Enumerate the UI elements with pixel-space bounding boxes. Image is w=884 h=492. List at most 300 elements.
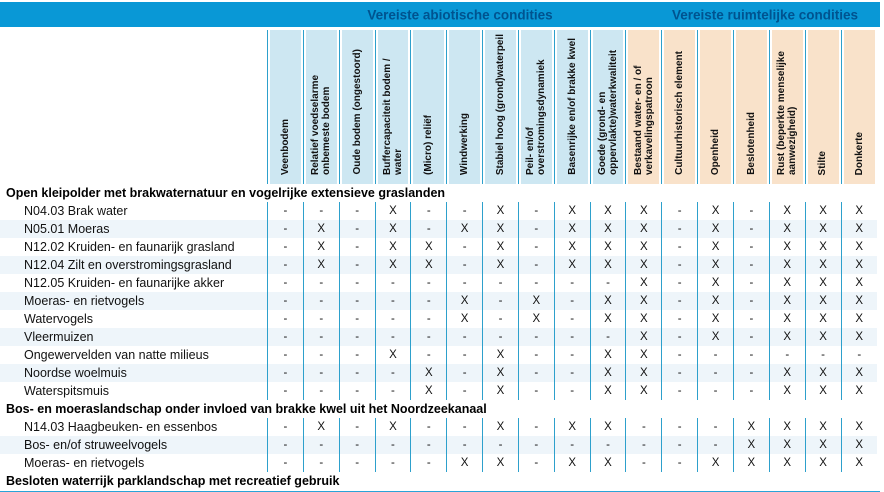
column-header-label: Rust (beperkte menselijke aanwezigheid) <box>776 51 799 175</box>
matrix-cell: - <box>662 292 698 310</box>
matrix-body <box>0 184 877 490</box>
row-label: Watervogels <box>24 312 94 326</box>
matrix-cell: - <box>662 256 698 274</box>
column-header-label: Peil- en/of overstromingsdynamiek <box>525 59 548 175</box>
column-header-15 <box>769 30 805 184</box>
column-header-10 <box>590 30 626 184</box>
matrix-cell: - <box>698 364 734 382</box>
matrix-cell: X <box>626 310 662 328</box>
matrix-cell: X <box>375 418 411 436</box>
matrix-cell: - <box>268 382 304 400</box>
matrix-cell: X <box>518 292 554 310</box>
matrix-cell: - <box>447 382 483 400</box>
matrix-cell: - <box>303 328 339 346</box>
matrix-cell: - <box>339 310 375 328</box>
matrix-cell: X <box>590 220 626 238</box>
matrix-cell: - <box>339 418 375 436</box>
table-row <box>0 382 877 400</box>
matrix-cell: X <box>841 364 877 382</box>
matrix-cell: - <box>662 418 698 436</box>
matrix-cell: - <box>447 328 483 346</box>
matrix-cell: - <box>662 382 698 400</box>
matrix-cell: - <box>662 328 698 346</box>
matrix-cell: - <box>518 436 554 454</box>
matrix-cell: X <box>626 256 662 274</box>
matrix-cell: X <box>698 202 734 220</box>
matrix-header <box>0 30 877 184</box>
matrix-cell: - <box>554 274 590 292</box>
matrix-cell: - <box>518 364 554 382</box>
matrix-cell: X <box>626 346 662 364</box>
matrix-cell: - <box>268 220 304 238</box>
matrix-cell: - <box>554 436 590 454</box>
matrix-cell: - <box>303 382 339 400</box>
matrix-cell: - <box>769 346 805 364</box>
header-band <box>0 2 880 27</box>
spatial-conditions-band-label: Vereiste ruimtelijke condities <box>671 7 859 22</box>
matrix-cell: - <box>303 310 339 328</box>
matrix-cell: - <box>698 436 734 454</box>
matrix-cell: X <box>483 382 519 400</box>
matrix-cell: - <box>339 202 375 220</box>
matrix-cell: - <box>733 328 769 346</box>
matrix-cell: - <box>483 292 519 310</box>
matrix-cell: - <box>518 454 554 472</box>
matrix-cell: - <box>303 454 339 472</box>
row-label: Bos- en/of struweelvogels <box>0 436 268 454</box>
matrix-cell: - <box>805 346 841 364</box>
matrix-cell: X <box>375 256 411 274</box>
matrix-cell: - <box>733 310 769 328</box>
matrix-cell: X <box>805 274 841 292</box>
column-header-16 <box>805 30 841 184</box>
matrix-cell: - <box>447 418 483 436</box>
matrix-cell: - <box>662 220 698 238</box>
matrix-cell: X <box>411 256 447 274</box>
matrix-cell: X <box>303 238 339 256</box>
column-header-label: Cultuurhistorisch element <box>674 51 686 175</box>
matrix-cell: - <box>447 346 483 364</box>
matrix-cell: - <box>411 454 447 472</box>
row-label: N12.02 Kruiden- en faunarijk grasland <box>24 240 235 254</box>
matrix-cell: - <box>375 436 411 454</box>
matrix-cell: X <box>483 202 519 220</box>
matrix-cell: - <box>733 220 769 238</box>
section-title: Besloten waterrijk parklandschap met recreatief gebruik <box>0 472 877 490</box>
matrix-cell: - <box>375 292 411 310</box>
column-header-label: Windwerking <box>459 112 471 175</box>
matrix-cell: X <box>590 238 626 256</box>
matrix-cell: - <box>483 274 519 292</box>
matrix-cell: - <box>375 274 411 292</box>
matrix-cell: - <box>662 454 698 472</box>
matrix-cell: X <box>483 220 519 238</box>
matrix-cell: X <box>769 220 805 238</box>
column-header-label: Goede (grond- en oppervlakte)waterkwaliteit <box>596 49 620 175</box>
row-label: N12.05 Kruiden- en faunarijke akker <box>24 276 225 290</box>
matrix-cell: X <box>841 256 877 274</box>
matrix-cell: - <box>268 328 304 346</box>
table-row <box>0 454 877 472</box>
matrix-cell: X <box>590 454 626 472</box>
section-header-row <box>0 472 877 490</box>
matrix-cell: X <box>841 436 877 454</box>
matrix-cell: X <box>375 238 411 256</box>
column-header-label: Stilte <box>817 150 829 175</box>
column-header-label: Openheid <box>709 128 721 175</box>
column-header-4 <box>375 30 411 184</box>
matrix-cell: - <box>698 418 734 436</box>
matrix-cell: - <box>339 364 375 382</box>
matrix-cell: - <box>733 292 769 310</box>
matrix-cell: X <box>483 364 519 382</box>
matrix-cell: X <box>590 310 626 328</box>
matrix-cell: - <box>303 364 339 382</box>
matrix-cell: X <box>590 256 626 274</box>
matrix-cell: - <box>554 382 590 400</box>
matrix-cell: X <box>303 256 339 274</box>
column-header-label: Veenbodem <box>279 118 291 175</box>
row-label: Moeras- en rietvogels <box>0 292 268 310</box>
matrix-cell: - <box>662 238 698 256</box>
matrix-cell: X <box>626 202 662 220</box>
matrix-cell: X <box>805 436 841 454</box>
matrix-cell: - <box>268 310 304 328</box>
column-header-label: Stabiel hoog (grond)waterpeil <box>494 33 506 175</box>
matrix-cell: X <box>447 454 483 472</box>
matrix-cell: - <box>268 454 304 472</box>
matrix-cell: X <box>303 220 339 238</box>
row-label: Waterspitsmuis <box>24 384 109 398</box>
matrix-cell: - <box>518 202 554 220</box>
matrix-cell: X <box>590 382 626 400</box>
matrix-cell: - <box>268 346 304 364</box>
matrix-cell: - <box>303 292 339 310</box>
matrix-cell: X <box>483 238 519 256</box>
matrix-cell: X <box>805 418 841 436</box>
matrix-cell: - <box>303 274 339 292</box>
matrix-cell: - <box>411 274 447 292</box>
row-label: Ongewervelden van natte milieus <box>24 348 209 362</box>
section-title: Bos- en moeraslandschap onder invloed van brakke kwel uit het Noordzeekanaal <box>0 400 877 418</box>
matrix-cell: X <box>733 418 769 436</box>
matrix-cell: - <box>733 382 769 400</box>
matrix-cell: - <box>268 202 304 220</box>
table-row <box>0 364 877 382</box>
matrix-cell: - <box>518 256 554 274</box>
column-header-label: Basenrijke en/of brakke kwel <box>566 38 578 175</box>
matrix-cell: - <box>698 382 734 400</box>
abiotic-conditions-band-label: Vereiste abiotische condities <box>367 7 553 22</box>
matrix-cell: - <box>447 364 483 382</box>
column-header-9 <box>554 30 590 184</box>
matrix-cell: X <box>769 454 805 472</box>
matrix-cell: X <box>841 418 877 436</box>
conditions-matrix-table <box>0 30 877 490</box>
matrix-cell: X <box>554 454 590 472</box>
matrix-cell: X <box>698 454 734 472</box>
matrix-cell: X <box>841 292 877 310</box>
matrix-cell: - <box>733 364 769 382</box>
section-header-row <box>0 400 877 418</box>
matrix-cell: X <box>590 418 626 436</box>
matrix-cell: X <box>805 310 841 328</box>
matrix-cell: X <box>805 382 841 400</box>
matrix-cell: - <box>303 346 339 364</box>
matrix-cell: X <box>769 328 805 346</box>
matrix-cell: X <box>590 364 626 382</box>
table-row <box>0 346 877 364</box>
matrix-cell: X <box>483 256 519 274</box>
matrix-cell: - <box>339 454 375 472</box>
matrix-cell: - <box>375 310 411 328</box>
matrix-cell: X <box>805 256 841 274</box>
matrix-cell: X <box>411 364 447 382</box>
matrix-cell: X <box>626 328 662 346</box>
matrix-cell: - <box>447 256 483 274</box>
matrix-cell: - <box>339 328 375 346</box>
matrix-cell: X <box>733 436 769 454</box>
matrix-cell: X <box>554 202 590 220</box>
matrix-cell: X <box>733 454 769 472</box>
row-label: N04.03 Brak water <box>24 204 128 218</box>
matrix-cell: X <box>769 382 805 400</box>
matrix-cell: - <box>375 328 411 346</box>
matrix-cell: - <box>554 292 590 310</box>
column-header-label: Beslotenheid <box>745 112 757 175</box>
matrix-cell: - <box>662 202 698 220</box>
table-row <box>0 202 877 220</box>
matrix-cell: X <box>411 382 447 400</box>
table-row <box>0 292 877 310</box>
table-row <box>0 328 877 346</box>
column-header-3 <box>339 30 375 184</box>
column-header-14 <box>733 30 769 184</box>
matrix-cell: X <box>698 310 734 328</box>
row-label: N14.03 Haagbeuken- en essenbos <box>24 420 218 434</box>
matrix-cell: X <box>447 292 483 310</box>
matrix-cell: - <box>411 418 447 436</box>
matrix-cell: - <box>662 274 698 292</box>
matrix-cell: - <box>483 310 519 328</box>
matrix-cell: - <box>483 436 519 454</box>
matrix-cell: X <box>769 418 805 436</box>
corner-cell <box>0 30 268 184</box>
matrix-cell: X <box>626 382 662 400</box>
table-row <box>0 274 877 292</box>
matrix-cell: X <box>698 238 734 256</box>
column-header-2 <box>303 30 339 184</box>
matrix-cell: X <box>626 364 662 382</box>
matrix-cell: - <box>339 238 375 256</box>
matrix-cell: - <box>411 328 447 346</box>
matrix-cell: X <box>626 238 662 256</box>
matrix-cell: - <box>339 382 375 400</box>
matrix-cell: - <box>733 256 769 274</box>
matrix-cell: - <box>662 346 698 364</box>
matrix-cell: X <box>590 292 626 310</box>
matrix-cell: X <box>805 328 841 346</box>
matrix-cell: X <box>805 454 841 472</box>
matrix-cell: - <box>268 436 304 454</box>
matrix-cell: - <box>268 238 304 256</box>
row-label: Vleermuizen <box>0 328 268 346</box>
matrix-cell: X <box>769 310 805 328</box>
matrix-cell: - <box>590 436 626 454</box>
matrix-cell: - <box>303 436 339 454</box>
matrix-cell: X <box>805 238 841 256</box>
matrix-cell: X <box>554 418 590 436</box>
matrix-cell: - <box>447 274 483 292</box>
table-row <box>0 238 877 256</box>
matrix-cell: - <box>518 274 554 292</box>
matrix-cell: - <box>303 202 339 220</box>
table-row <box>0 436 877 454</box>
matrix-cell: X <box>626 292 662 310</box>
matrix-cell: X <box>375 346 411 364</box>
matrix-cell: - <box>339 346 375 364</box>
column-header-7 <box>483 30 519 184</box>
column-header-label: Buffercapaciteit bodem / water <box>381 58 404 175</box>
column-header-label: Donkerte <box>853 131 865 175</box>
table-row <box>0 256 877 274</box>
matrix-cell: - <box>375 454 411 472</box>
matrix-cell: X <box>698 220 734 238</box>
matrix-cell: - <box>268 292 304 310</box>
column-header-11 <box>626 30 662 184</box>
matrix-cell: - <box>411 202 447 220</box>
matrix-cell: X <box>805 292 841 310</box>
row-label: N05.01 Moeras <box>0 220 268 238</box>
matrix-cell: - <box>554 364 590 382</box>
row-label: Noordse woelmuis <box>0 364 268 382</box>
table-row <box>0 310 877 328</box>
column-header-6 <box>447 30 483 184</box>
matrix-cell: X <box>447 310 483 328</box>
matrix-cell: X <box>841 382 877 400</box>
matrix-cell: X <box>375 220 411 238</box>
column-header-12 <box>662 30 698 184</box>
matrix-cell: - <box>733 346 769 364</box>
matrix-cell: X <box>554 238 590 256</box>
table-row <box>0 418 877 436</box>
matrix-cell: X <box>518 310 554 328</box>
table-row <box>0 220 877 238</box>
matrix-cell: X <box>841 454 877 472</box>
matrix-cell: X <box>769 436 805 454</box>
matrix-cell: - <box>411 292 447 310</box>
matrix-cell: - <box>518 346 554 364</box>
matrix-cell: - <box>662 364 698 382</box>
matrix-cell: X <box>554 256 590 274</box>
matrix-cell: X <box>483 454 519 472</box>
matrix-cell: - <box>268 256 304 274</box>
matrix-cell: X <box>841 238 877 256</box>
matrix-cell: - <box>590 274 626 292</box>
section-header-row <box>0 184 877 202</box>
matrix-cell: - <box>483 328 519 346</box>
matrix-cell: - <box>518 382 554 400</box>
matrix-cell: X <box>698 292 734 310</box>
matrix-cell: X <box>805 220 841 238</box>
matrix-cell: X <box>626 220 662 238</box>
matrix-cell: X <box>626 274 662 292</box>
section-title: Open kleipolder met brakwaternatuur en vogelrijke extensieve graslanden <box>0 184 877 202</box>
column-header-label: Oude bodem (ongestoord) <box>351 49 363 175</box>
matrix-cell: - <box>411 310 447 328</box>
matrix-cell: X <box>590 202 626 220</box>
matrix-cell: - <box>662 436 698 454</box>
matrix-cell: X <box>554 220 590 238</box>
matrix-cell: - <box>698 346 734 364</box>
matrix-cell: - <box>554 310 590 328</box>
matrix-cell: - <box>339 436 375 454</box>
matrix-cell: X <box>698 328 734 346</box>
column-header-label: Relatief voedselarme onbemeste bodem <box>310 74 333 175</box>
matrix-cell: X <box>841 310 877 328</box>
matrix-cell: X <box>805 364 841 382</box>
matrix-cell: - <box>626 454 662 472</box>
matrix-cell: - <box>268 364 304 382</box>
column-header-1 <box>268 30 304 184</box>
matrix-cell: - <box>626 436 662 454</box>
matrix-cell: X <box>375 202 411 220</box>
matrix-cell: X <box>769 364 805 382</box>
matrix-cell: X <box>411 238 447 256</box>
column-header-5 <box>411 30 447 184</box>
matrix-cell: X <box>769 292 805 310</box>
matrix-cell: - <box>518 238 554 256</box>
matrix-cell: - <box>411 220 447 238</box>
matrix-cell: - <box>733 274 769 292</box>
matrix-cell: - <box>626 418 662 436</box>
matrix-cell: - <box>375 382 411 400</box>
matrix-cell: X <box>447 220 483 238</box>
column-header-13 <box>698 30 734 184</box>
column-header-8 <box>518 30 554 184</box>
matrix-cell: - <box>268 418 304 436</box>
matrix-cell: X <box>769 256 805 274</box>
matrix-cell: X <box>303 418 339 436</box>
matrix-cell: - <box>339 256 375 274</box>
matrix-cell: X <box>769 238 805 256</box>
matrix-header-row <box>0 30 877 184</box>
matrix-cell: X <box>698 274 734 292</box>
matrix-cell: - <box>375 364 411 382</box>
matrix-cell: X <box>698 256 734 274</box>
matrix-cell: - <box>411 346 447 364</box>
column-header-17 <box>841 30 877 184</box>
matrix-cell: - <box>841 346 877 364</box>
matrix-cell: - <box>733 238 769 256</box>
matrix-cell: - <box>411 436 447 454</box>
matrix-cell: X <box>841 202 877 220</box>
matrix-cell: - <box>268 274 304 292</box>
column-header-label: (Micro) reliëf <box>423 114 435 175</box>
matrix-cell: - <box>554 328 590 346</box>
matrix-cell: - <box>447 436 483 454</box>
matrix-cell: X <box>841 328 877 346</box>
matrix-cell: - <box>590 328 626 346</box>
matrix-cell: X <box>805 202 841 220</box>
column-header-label: Bestaand water- en / of verkavelingspatroon <box>632 65 655 175</box>
matrix-cell: - <box>518 418 554 436</box>
matrix-cell: X <box>483 418 519 436</box>
matrix-cell: - <box>447 202 483 220</box>
matrix-cell: X <box>483 346 519 364</box>
matrix-cell: X <box>769 202 805 220</box>
matrix-cell: - <box>662 310 698 328</box>
